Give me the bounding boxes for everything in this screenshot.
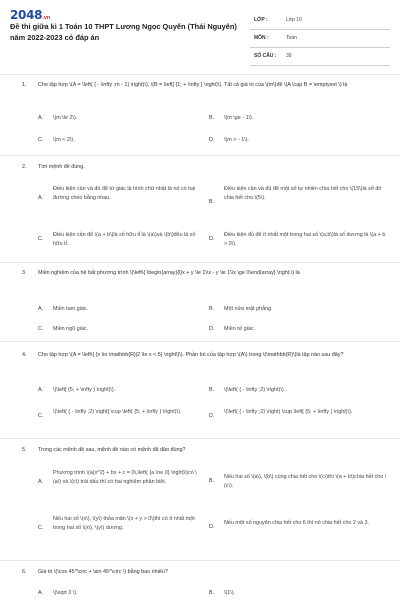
question-text: Tìm mệnh đề đúng. [38,164,85,170]
option-c[interactable] [38,408,206,428]
question-2 [0,163,400,258]
option-d[interactable] [209,231,390,251]
option-letter: B. [209,478,215,484]
question-divider [0,155,400,156]
question-5 [0,446,400,556]
option-text: Miền ngũ giác. [53,326,89,332]
meta-row-question-count [250,48,390,66]
option-text: Miền tứ giác. [224,326,256,332]
question-divider [0,438,400,439]
meta-value: Toán [286,35,297,41]
option-a[interactable] [38,305,198,314]
meta-key: SỐ CÂU : [254,53,277,59]
option-a[interactable] [38,469,206,499]
option-text: \(m < 2\). [53,137,75,143]
question-number: 5. [22,447,27,453]
option-letter: D. [209,236,215,242]
question-divider [0,262,400,263]
meta-key: MÔN : [254,35,269,41]
option-letter: B. [209,199,215,205]
question-text: Cho tập hợp \(A = \left\{ {x \in \mathbb{R}|2 \le x < 5} \right\}\). Phần bù của tập hợp \(A\) trong \(\mathbb{R}\)là tập nào sau đây? [38,352,344,358]
option-text: Nếu một số nguyên chia hết cho 6 thì nó chia hết cho 2 và 3. [224,520,370,526]
option-letter: C. [38,326,44,332]
option-text: Điều kiện đủ để ít nhất một trong hai số \(a,b\)là số dương là \(a + b > 0\). [224,232,386,247]
option-d[interactable] [209,136,389,145]
header-divider [0,74,400,75]
option-text: Miền tam giác. [53,306,89,312]
option-letter: C. [38,236,44,242]
option-letter: A. [38,387,44,393]
option-b[interactable] [209,589,389,598]
option-text: Điều kiện cần và đủ để một số tự nhiên chia hết cho \(15\)là số đó chia hết cho \(5\). [224,186,382,201]
option-text: \(m > - 1\). [224,137,250,143]
option-text: Điều kiện cần để \(a + b\)là số hữu tỉ là \(a\)và \(b\)đều là số hữu tỉ. [53,232,196,247]
meta-row-grade [250,12,390,30]
question-text: Giá trị \(\cos 45^\circ + \sin 45^\circ \) bằng bao nhiêu? [38,569,168,575]
question-divider [0,560,400,561]
question-number: 4. [22,352,27,358]
meta-row-subject [250,30,390,48]
document-title: Đề thi giữa kì 1 Toán 10 THPT Lương Ngọc Quyến (Thái Nguyên) năm 2022-2023 có đáp án [10,22,237,42]
question-4 [0,351,400,436]
option-letter: D. [209,524,215,530]
option-b[interactable] [209,473,390,493]
option-text: \(\left( { - \infty ;2} \right) \cup \left[ {5; + \infty } \right)\). [224,409,353,415]
option-d[interactable] [209,519,390,539]
option-text: \(\sqrt 3 \). [53,590,78,596]
option-d[interactable] [209,408,390,428]
option-text: Nếu hai số \(x\), \(y\) thỏa mãn \(x + y > 0\)thì có ít nhất một trong hai số \(x\), \(y\) dương. [53,516,195,531]
meta-value: Lớp 10 [286,17,302,23]
option-c[interactable] [38,325,198,334]
option-a[interactable] [38,114,198,123]
option-text: Điều kiện cần và đủ để tứ giác là hình chữ nhật là nó có hai đường chéo bằng nhau. [53,186,196,201]
option-letter: A. [38,306,44,312]
option-c[interactable] [38,136,198,145]
question-6 [0,568,400,600]
option-b[interactable] [209,386,389,395]
meta-key: LỚP : [254,17,268,23]
question-number: 2. [22,164,27,170]
question-divider [0,341,400,342]
option-letter: C. [38,413,44,419]
option-a[interactable] [38,185,206,215]
option-text: \(\left( { - \infty ;2} \right] \cup \left( {5; + \infty } \right)\). [53,409,182,415]
option-text: \(1\). [224,590,236,596]
option-letter: C. [38,137,44,143]
option-text: Phương trình \(a{x^2} + bx + c = 0\,\left( {a \ne 0} \right)\)có \(a\) và \(c\) trái dấu thì có hai nghiệm phân biệt. [53,470,197,485]
question-3 [0,269,400,339]
question-text: Miền nghiệm của hệ bất phương trình \(\left\{ \begin{array}{l}x + y \le 1\\x - y \le 1\\x \ge 0\end{array} \right.\) là [38,270,300,276]
option-text: \(\left[ {5; + \infty } \right)\). [53,387,116,393]
option-text: \(\left( { - \infty ;2} \right)\). [224,387,286,393]
option-b[interactable] [209,305,389,314]
exam-meta-table [250,12,390,66]
option-a[interactable] [38,386,198,395]
option-letter: A. [38,479,44,485]
option-b[interactable] [209,114,389,123]
option-letter: A. [38,590,44,596]
option-letter: B. [209,590,215,596]
option-letter: A. [38,115,44,121]
option-a[interactable] [38,589,198,598]
option-text: Một nửa mặt phẳng. [224,306,273,312]
question-number: 6. [22,569,27,575]
option-letter: D. [209,413,215,419]
question-number: 3. [22,270,27,276]
option-letter: D. [209,137,215,143]
option-letter: B. [209,115,215,121]
option-text: \(m \le 2\). [53,115,78,121]
site-logo[interactable]: 2048.vn [10,8,51,22]
option-letter: B. [209,387,215,393]
question-1 [0,81,400,147]
option-letter: B. [209,306,215,312]
option-d[interactable] [209,325,389,334]
question-text: Cho tập hợp \(A = \left( { - \infty ;m - 1} \right)\), \(B = \left[ {1; + \infty } \right)\). Tất cả giá trị của \(m\)để \(A \cap B = \emptyset \) là [38,82,348,88]
option-b[interactable] [209,185,390,215]
meta-value: 39 [286,53,292,59]
option-letter: A. [38,195,44,201]
option-text: \(m \ge - 1\). [224,115,254,121]
option-c[interactable] [38,515,206,545]
page-header [0,0,400,68]
question-number: 1. [22,82,27,88]
option-c[interactable] [38,231,206,251]
question-text: Trong các mệnh đề sau, mệnh đề nào có mệnh đề đảo đúng? [38,447,186,453]
option-letter: D. [209,326,215,332]
option-text: Nếu hai số \(a\), \(b\) cùng chia hết cho \(c\)thì \(a + b\)chia hết cho \(c\). [224,474,387,489]
option-letter: C. [38,525,44,531]
